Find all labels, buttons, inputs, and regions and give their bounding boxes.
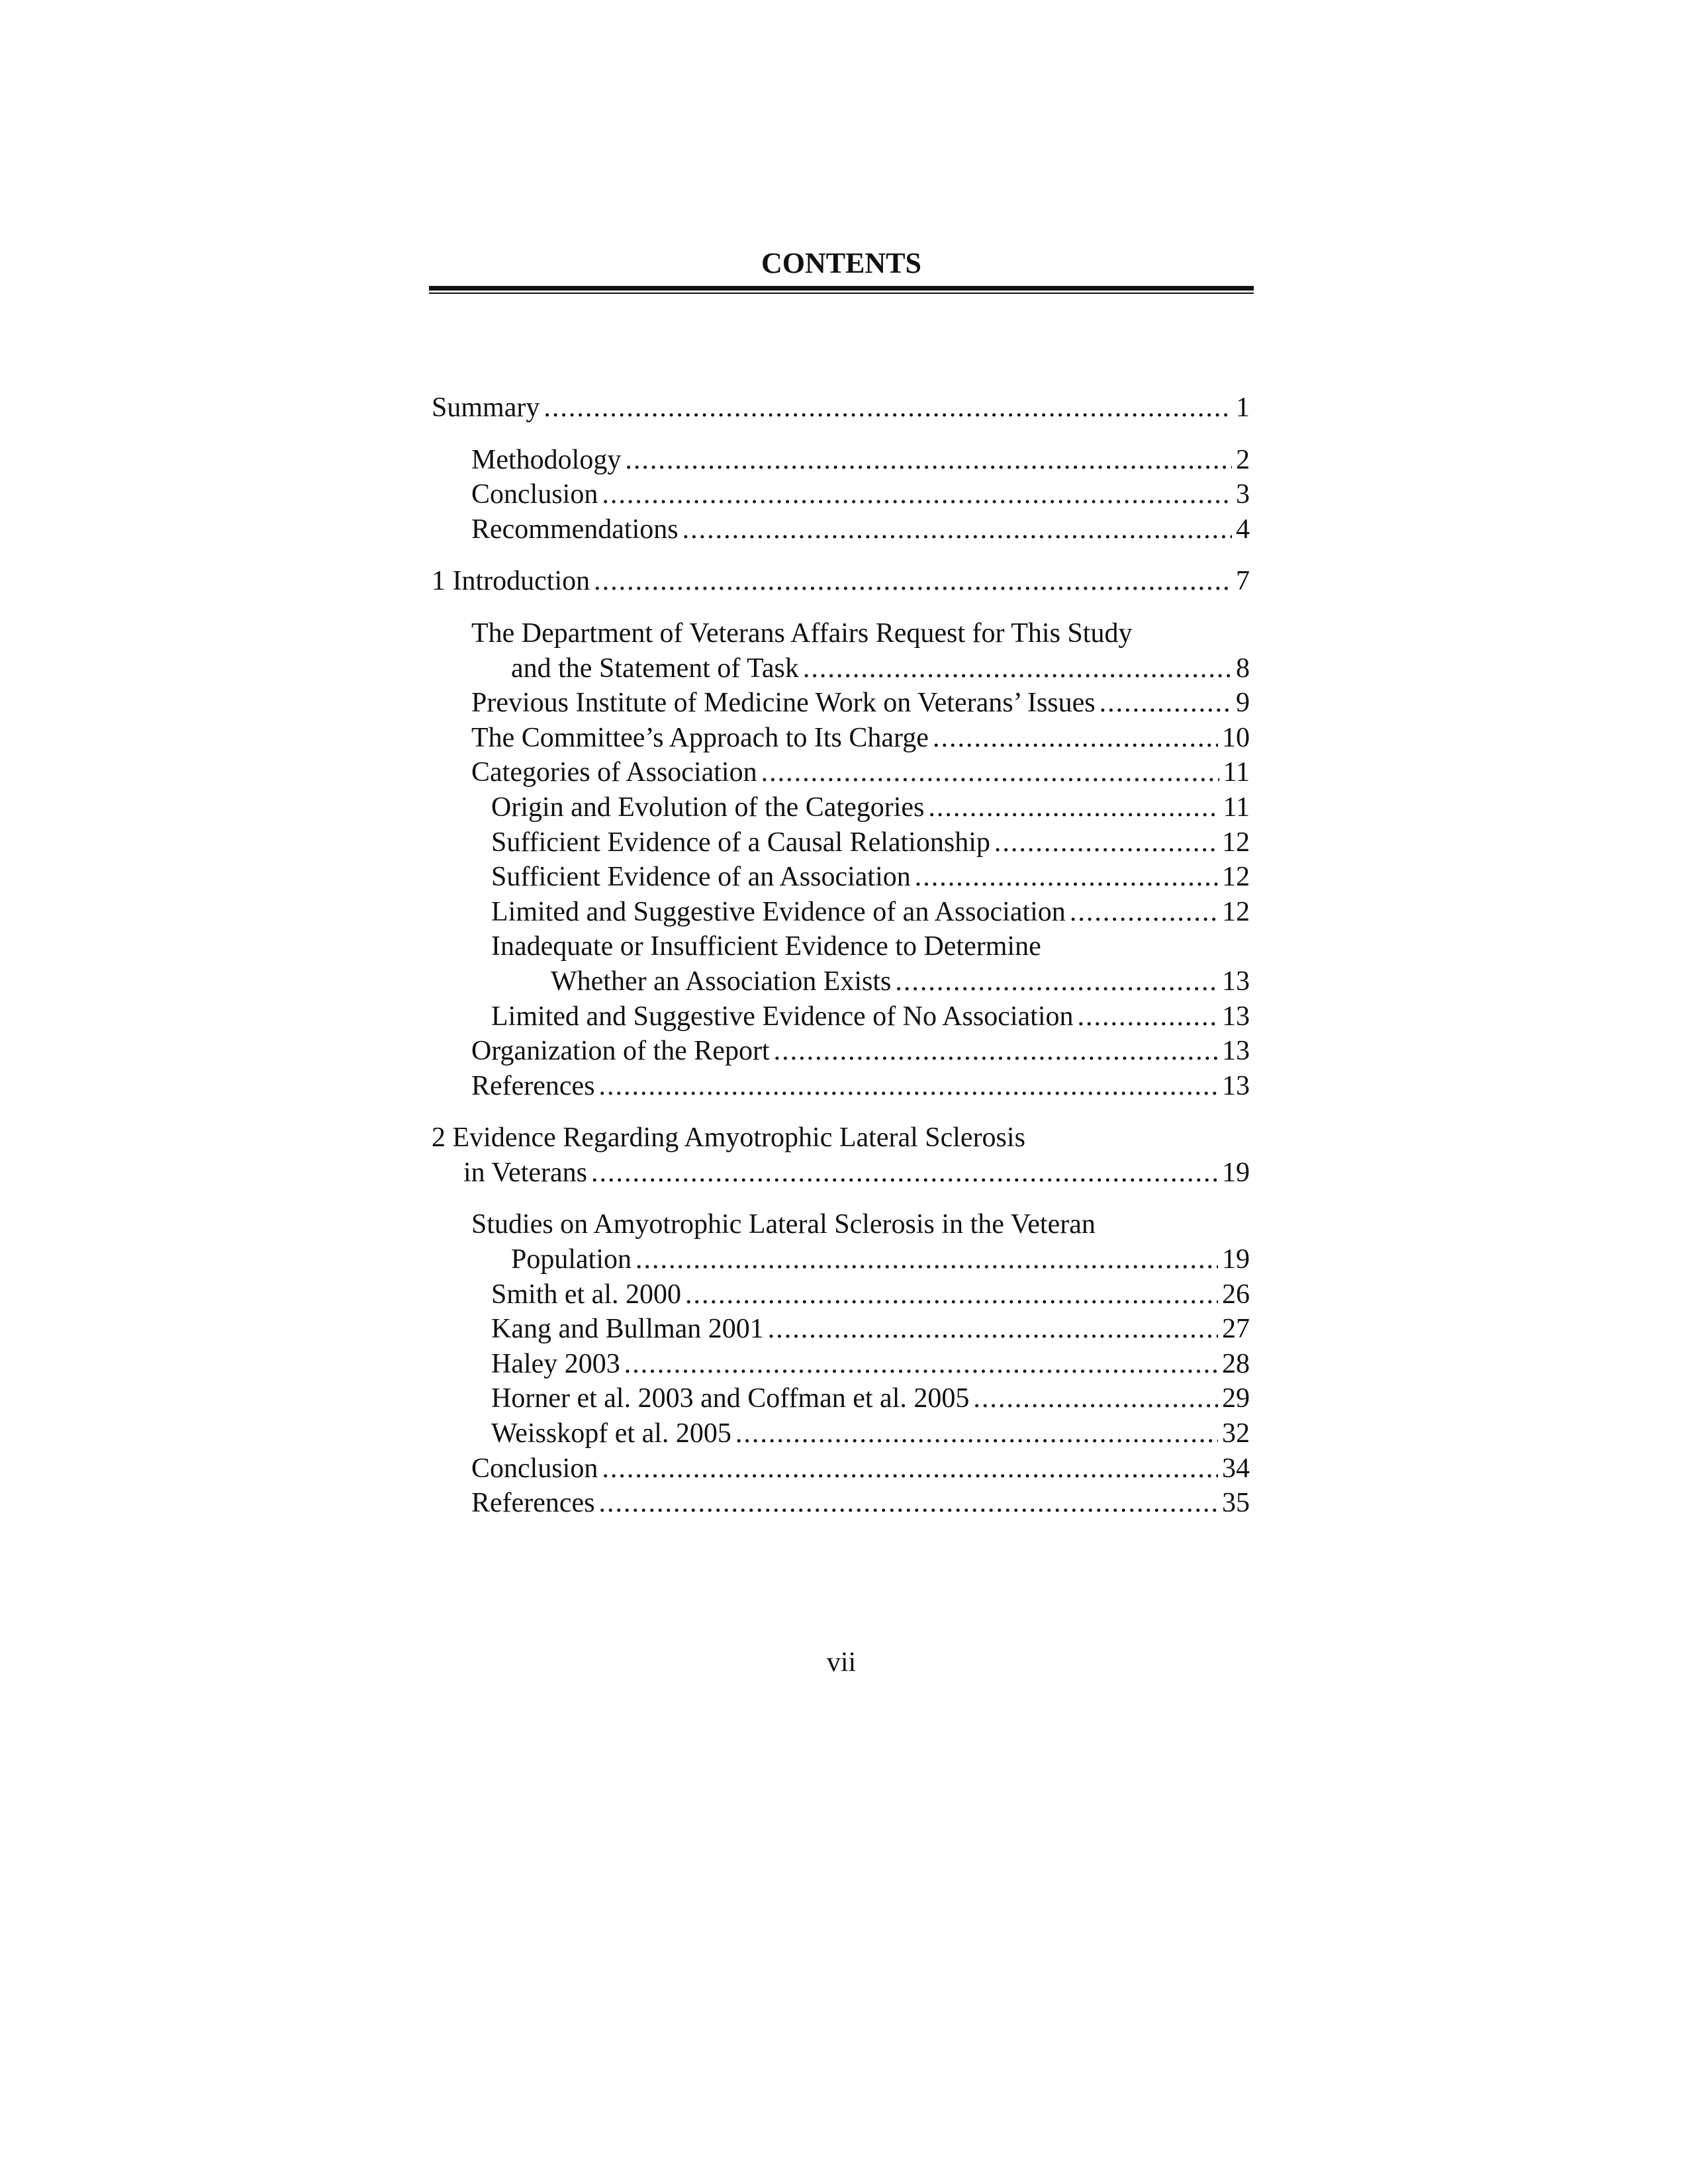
toc-entry-title: The Committee’s Approach to Its Charge (471, 722, 929, 753)
dot-leader (624, 1347, 1218, 1382)
toc-entry[interactable] (432, 1381, 1250, 1416)
table-of-contents (432, 390, 1250, 1521)
toc-entry-title: Conclusion (471, 1453, 598, 1484)
dot-leader (735, 1416, 1218, 1451)
toc-entry[interactable] (432, 1277, 1250, 1312)
toc-entry-page: 11 (1223, 792, 1250, 823)
toc-entry[interactable] (432, 686, 1250, 721)
dot-leader (599, 1069, 1218, 1104)
toc-entry-title: References (471, 1070, 595, 1101)
toc-entry-page: 27 (1222, 1314, 1250, 1345)
toc-entry-page: 35 (1222, 1488, 1250, 1519)
toc-entry-page: 12 (1222, 896, 1250, 927)
dot-leader (803, 651, 1232, 686)
toc-entry[interactable] (432, 616, 1250, 686)
dot-leader (591, 1156, 1218, 1191)
dot-leader (928, 790, 1219, 825)
toc-entry[interactable] (432, 999, 1250, 1034)
dot-leader (682, 512, 1232, 547)
toc-entry-title: Origin and Evolution of the Categories (491, 792, 925, 823)
toc-entry-title: Sufficient Evidence of a Causal Relationship (491, 827, 990, 858)
toc-entry-page: 34 (1222, 1453, 1250, 1484)
toc-entry-title: The Department of Veterans Affairs Request for This Study (471, 617, 1133, 649)
toc-entry-page: 3 (1236, 479, 1250, 510)
dot-leader (594, 564, 1232, 599)
toc-entry[interactable] (432, 477, 1250, 512)
toc-entry-page: 26 (1222, 1279, 1250, 1310)
toc-entry-title: Weisskopf et al. 2005 (491, 1418, 731, 1449)
dot-leader (994, 825, 1218, 860)
toc-entry-title: 2 Evidence Regarding Amyotrophic Lateral Sclerosis (432, 1122, 1025, 1154)
toc-entry-page: 2 (1236, 444, 1250, 475)
dot-leader (602, 1451, 1218, 1486)
toc-entry[interactable] (432, 790, 1250, 825)
toc-entry-page: 7 (1236, 566, 1250, 597)
title-rule-thin (429, 293, 1254, 294)
toc-entry-title: Kang and Bullman 2001 (491, 1314, 764, 1345)
toc-entry-title: 1 Introduction (432, 566, 590, 597)
title-rule-thick (429, 286, 1254, 291)
dot-leader (761, 755, 1219, 790)
toc-entry-title: Studies on Amyotrophic Lateral Sclerosis in the Veteran (471, 1209, 1096, 1240)
toc-entry[interactable] (432, 1034, 1250, 1069)
toc-entry-page: 13 (1222, 966, 1250, 997)
toc-entry[interactable] (432, 755, 1250, 790)
dot-leader (933, 721, 1218, 756)
toc-entry-title: Recommendations (471, 514, 679, 545)
toc-entry-page: 13 (1222, 1036, 1250, 1067)
page-title: CONTENTS (761, 247, 922, 279)
toc-entry-title: Whether an Association Exists (551, 966, 892, 997)
dot-leader (635, 1242, 1218, 1277)
toc-entry-page: 8 (1236, 653, 1250, 684)
toc-entry-title: Limited and Suggestive Evidence of an Association (491, 896, 1066, 927)
toc-entry[interactable] (432, 929, 1250, 999)
toc-entry-title: Horner et al. 2003 and Coffman et al. 2005 (491, 1383, 970, 1414)
toc-entry-page: 11 (1223, 757, 1250, 788)
toc-entry-title: Previous Institute of Medicine Work on Veterans’ Issues (471, 688, 1096, 719)
toc-entry-page: 29 (1222, 1383, 1250, 1414)
dot-leader (1070, 895, 1218, 930)
toc-entry-page: 28 (1222, 1348, 1250, 1379)
toc-entry-title: Methodology (471, 444, 622, 475)
toc-entry[interactable] (432, 860, 1250, 895)
dot-leader (973, 1381, 1218, 1416)
toc-entry-title: Summary (432, 392, 540, 423)
toc-entry-title: Categories of Association (471, 757, 757, 788)
toc-entry-page: 13 (1222, 1070, 1250, 1101)
toc-entry[interactable] (432, 564, 1250, 599)
toc-entry-page: 32 (1222, 1418, 1250, 1449)
page-number-folio: vii (826, 1647, 857, 1678)
dot-leader (1100, 686, 1232, 721)
toc-entry-page: 19 (1222, 1244, 1250, 1275)
toc-entry-title: and the Statement of Task (511, 653, 799, 684)
toc-entry[interactable] (432, 1416, 1250, 1451)
dot-leader (602, 477, 1232, 512)
toc-entry-title: Limited and Suggestive Evidence of No Association (491, 1001, 1074, 1032)
toc-entry[interactable] (432, 443, 1250, 478)
dot-leader (625, 443, 1232, 478)
toc-entry-page: 10 (1222, 722, 1250, 753)
toc-entry-page: 1 (1236, 392, 1250, 423)
toc-entry-title: Haley 2003 (491, 1348, 620, 1379)
toc-entry[interactable] (432, 1312, 1250, 1347)
dot-leader (895, 964, 1218, 999)
toc-entry-title: in Veterans (463, 1157, 588, 1188)
toc-entry[interactable] (432, 825, 1250, 860)
dot-leader (915, 860, 1218, 895)
toc-entry[interactable] (432, 512, 1250, 547)
toc-entry-page: 12 (1222, 862, 1250, 893)
toc-entry-title: Conclusion (471, 479, 598, 510)
toc-entry-page: 4 (1236, 514, 1250, 545)
toc-entry-title: Sufficient Evidence of an Association (491, 862, 911, 893)
toc-entry-title: Population (511, 1244, 632, 1275)
toc-entry-page: 12 (1222, 827, 1250, 858)
toc-entry-page: 19 (1222, 1157, 1250, 1188)
toc-entry[interactable] (432, 895, 1250, 930)
toc-entry-title: Organization of the Report (471, 1036, 770, 1067)
toc-entry[interactable] (432, 1120, 1250, 1190)
toc-entry[interactable] (432, 1207, 1250, 1277)
toc-entry-title: References (471, 1488, 595, 1519)
toc-entry[interactable] (432, 390, 1250, 426)
dot-leader (1078, 999, 1219, 1034)
toc-entry-page: 13 (1222, 1001, 1250, 1032)
toc-entry[interactable] (432, 1486, 1250, 1521)
toc-entry[interactable] (432, 1451, 1250, 1486)
toc-entry-title: Inadequate or Insufficient Evidence to Determine (491, 931, 1041, 962)
toc-entry[interactable] (432, 1347, 1250, 1382)
toc-entry-page: 9 (1236, 688, 1250, 719)
dot-leader (768, 1312, 1218, 1347)
dot-leader (774, 1034, 1218, 1069)
toc-entry-title: Smith et al. 2000 (491, 1279, 681, 1310)
toc-entry[interactable] (432, 1069, 1250, 1104)
toc-entry[interactable] (432, 721, 1250, 756)
dot-leader (543, 390, 1232, 426)
dot-leader (685, 1277, 1218, 1312)
dot-leader (599, 1486, 1218, 1521)
